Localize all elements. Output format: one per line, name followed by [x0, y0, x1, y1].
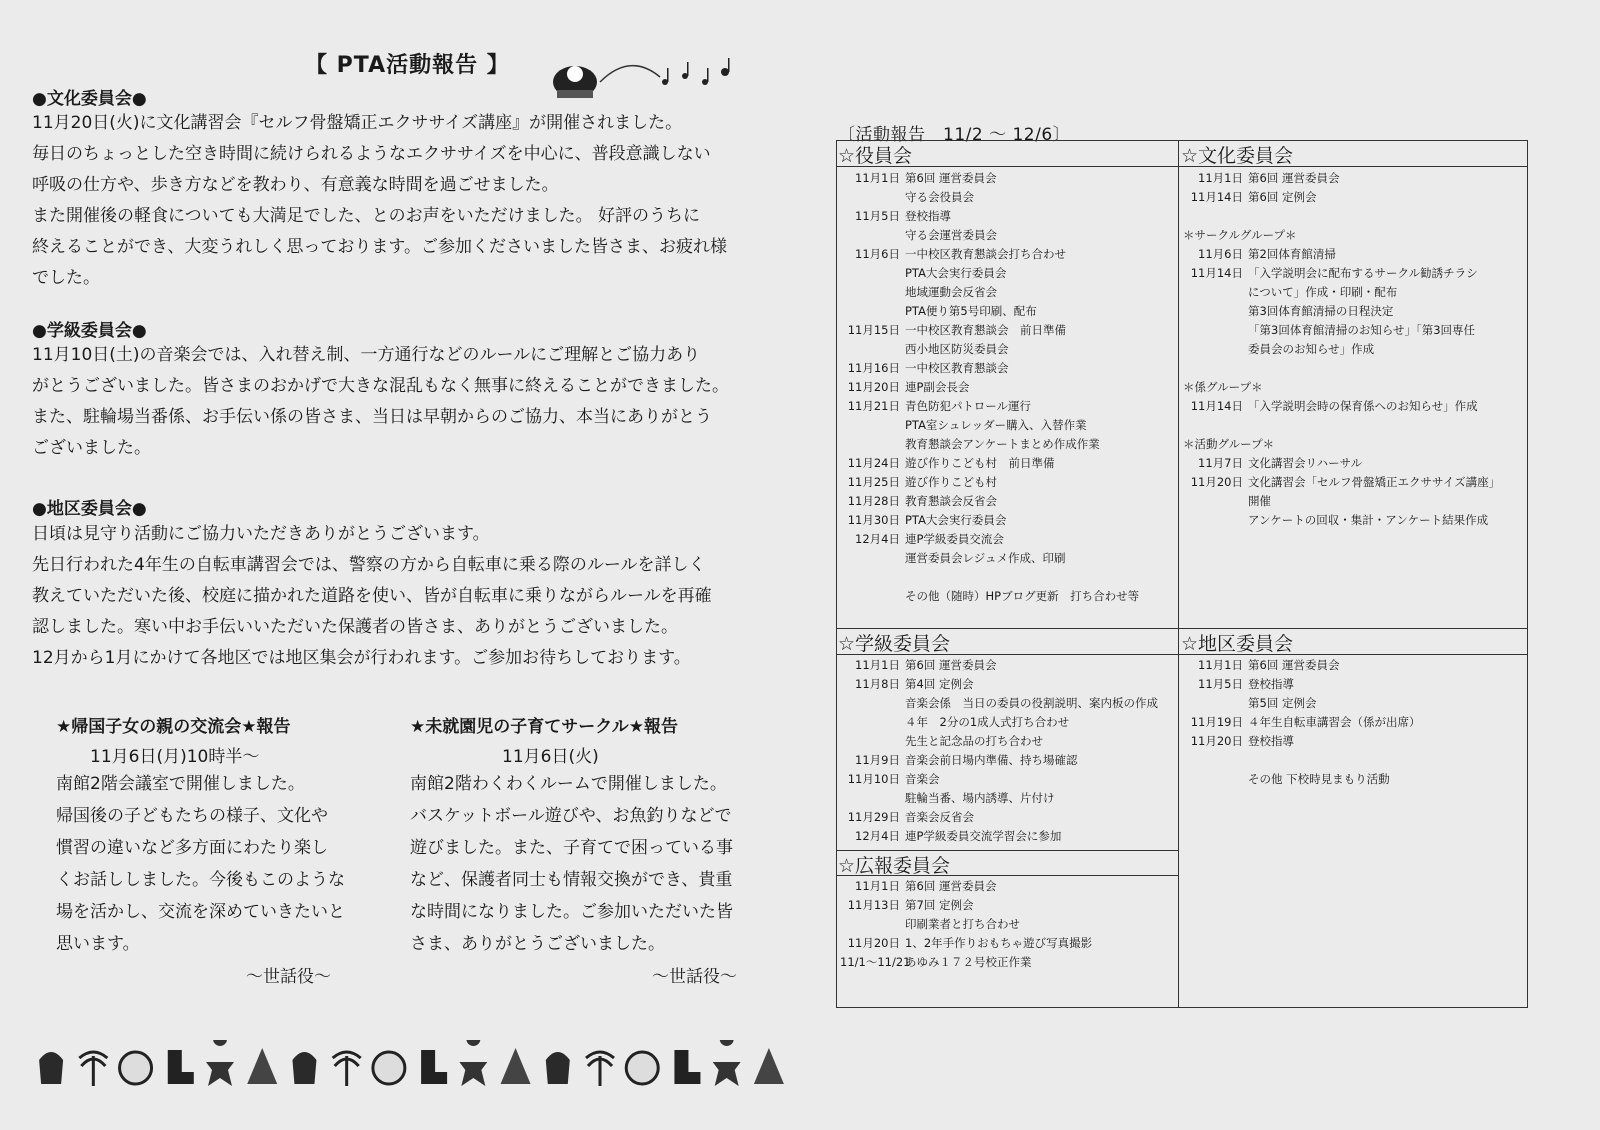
entry-text: 第6回 運営委員会: [1248, 658, 1340, 672]
santa-icon: [373, 1052, 405, 1084]
activity-entry: [1183, 227, 1302, 243]
entry-text: アンケートの回収・集計・アンケート結果作成: [1248, 513, 1489, 527]
activity-entry: [1183, 303, 1393, 319]
culture-committee-body: 11月20日(火)に文化講習会『セルフ骨盤矯正エクササイズ講座』が開催されました。 毎日のちょっとした空き時間に続けられるようなエクササイズを中心に、普段意識しない 呼吸の仕方や、歩き方などを教わり、有意義な時間を過ごせました。 また開催後の軽食についても大満足でした、とのお声をいただけました。 好評のうちに 終えることができ、大変うれしく思っております。ご参加くださいました皆さま、お疲れ様 でした。: [32, 113, 727, 288]
entry-date: 11月30日: [847, 513, 900, 527]
entry-text: 連P学級委員交流会: [905, 532, 1004, 546]
entry-date: 11月8日: [855, 677, 900, 691]
entry-text: 地域運動会反省会: [905, 285, 997, 299]
activity-entry: [1183, 657, 1339, 673]
activity-entry: [1183, 360, 1248, 374]
activity-entry: [840, 695, 1158, 711]
returnee-report-sign: ～世話役～: [246, 967, 331, 987]
entry-date: 11月1日: [855, 171, 900, 185]
activity-report-title: 〔活動報告 11/2 ～ 12/6〕: [838, 125, 1071, 145]
preschool-report-body: 南館2階わくわくルームで開催しました。 バスケットボール遊びや、お魚釣りなどで 遊びました。また、子育てで困っている事 など、保護者同士も情報交換ができ、貴重 な時間になりました。ご参加いただいた皆 さま、ありがとうございました。: [410, 774, 733, 954]
entry-text: 文化講習会「セルフ骨盤矯正エクササイズ講座」: [1248, 475, 1501, 489]
table-divider-vertical: [1178, 140, 1179, 1008]
entry-date: 11月20日: [1190, 734, 1243, 748]
culture-committee-heading: ●文化委員会●: [32, 89, 147, 109]
activity-entry: [1183, 341, 1374, 357]
returnee-report-title: ★帰国子女の親の交流会★報告: [56, 717, 291, 737]
gingerbread-icon: [713, 1040, 741, 1086]
entry-text: 運営委員会レジュメ作成、印刷: [905, 551, 1066, 565]
activity-entry: [1183, 436, 1279, 452]
palm-icon: [586, 1052, 614, 1086]
entry-text: 委員会のお知らせ」作成: [1248, 342, 1375, 356]
entry-text: その他 下校時見まもり活動: [1248, 772, 1390, 786]
activity-entry: [840, 916, 1020, 932]
activity-entry: [1183, 714, 1421, 730]
entry-text: 登校指導: [1248, 734, 1294, 748]
activity-entry: [1183, 265, 1478, 281]
activity-entry: [840, 398, 1031, 414]
entry-date: 12月4日: [855, 532, 900, 546]
yakuin-heading: ☆役員会: [838, 145, 913, 167]
entry-date: 11月10日: [847, 772, 900, 786]
entry-text: PTA便り第5号印刷、配布: [905, 304, 1037, 318]
entry-text: 教育懇談会反省会: [905, 494, 997, 508]
entry-date: 11月28日: [847, 494, 900, 508]
entry-text: 西小地区防災委員会: [905, 342, 1009, 356]
entry-text: ４年 2分の1成人式打ち合わせ: [905, 715, 1070, 729]
entry-date: ＊係グループ＊: [1183, 380, 1263, 394]
entry-text: 印刷業者と打ち合わせ: [905, 917, 1020, 931]
activity-entry: [840, 474, 997, 490]
entry-date: 11月7日: [1198, 456, 1243, 470]
bunka-heading: ☆文化委員会: [1181, 145, 1294, 167]
entry-text: 一中校区教育懇談会 前日準備: [905, 323, 1066, 337]
activity-entry: [840, 954, 1032, 970]
koho-heading: ☆広報委員会: [838, 855, 951, 877]
entry-date: 11月20日: [1190, 475, 1243, 489]
entry-text: 登校指導: [905, 209, 951, 223]
entry-text: 登校指導: [1248, 677, 1294, 691]
entry-text: 第4回 定例会: [905, 677, 974, 691]
entry-text: 第7回 定例会: [905, 898, 974, 912]
entry-date: 11月20日: [847, 380, 900, 394]
entry-text: 1、2年手作りおもちゃ遊び写真撮影: [905, 936, 1093, 950]
palm-icon: [333, 1052, 361, 1086]
activity-entry: [840, 588, 1139, 604]
reindeer-icon: [546, 1052, 570, 1084]
chiku-heading: ☆地区委員会: [1181, 633, 1294, 655]
santa-notes-decoration: [545, 52, 745, 104]
entry-date: 11月5日: [1198, 677, 1243, 691]
entry-text: ４年生自転車講習会（係が出席）: [1248, 715, 1421, 729]
santa-icon: [120, 1052, 152, 1084]
activity-entry: [1183, 246, 1336, 262]
entry-date: 11月29日: [847, 810, 900, 824]
activity-entry: [1183, 208, 1248, 222]
entry-text: 第2回体育館清掃: [1248, 247, 1336, 261]
returnee-report-body: 南館2階会議室で開催しました。 帰国後の子どもたちの様子、文化や 慣習の違いなど多方面にわたり楽し くお話ししました。今後もこのような 場を活かし、交流を深めていきたいと 思います。: [56, 774, 345, 954]
entry-text: 遊び作りこども村: [905, 475, 997, 489]
entry-text: 連P学級委員交流学習会に参加: [905, 829, 1062, 843]
activity-entry: [1183, 512, 1488, 528]
activity-entry: [1183, 379, 1268, 395]
entry-text: 第6回 運営委員会: [905, 658, 997, 672]
entry-date: 11月14日: [1190, 190, 1243, 204]
activity-entry: [840, 531, 1004, 547]
activity-entry: [840, 550, 1065, 566]
entry-date: 11月15日: [847, 323, 900, 337]
activity-entry: [840, 246, 1066, 262]
entry-text: 守る会運営委員会: [905, 228, 997, 242]
activity-entry: [840, 455, 1055, 471]
entry-text: 第6回 運営委員会: [1248, 171, 1340, 185]
activity-entry: [840, 828, 1061, 844]
entry-text: 音楽会: [905, 772, 940, 786]
preschool-report-sign: ～世話役～: [652, 967, 737, 987]
entry-text: 一中校区教育懇談会: [905, 361, 1009, 375]
entry-date: 11月5日: [855, 209, 900, 223]
entry-text: 先生と記念品の打ち合わせ: [905, 734, 1043, 748]
entry-text: PTA大会実行委員会: [905, 513, 1007, 527]
activity-entry: [1183, 284, 1397, 300]
gakkyu-heading: ☆学級委員会: [838, 633, 951, 655]
entry-text: 教育懇談会アンケートまとめ作成作業: [905, 437, 1100, 451]
entry-text: 第5回 定例会: [1248, 696, 1317, 710]
entry-date: 11月24日: [847, 456, 900, 470]
district-committee-body: 日頃は見守り活動にご協力いただきありがとうございます。 先日行われた4年生の自転車講習会では、警察の方から自転車に乗る際のルールを詳しく 教えていただいた後、校庭に描かれた道路を使い、皆が自転車に乗りながらルールを再確 認しました。寒い中お手伝いいただいた保護者の皆さま、ありがとうございました。 12月から1月にかけて各地区では地区集会が行われます。ご参加お待ちしております。: [32, 524, 712, 668]
entry-date: 11/1～11/21: [840, 955, 911, 969]
entry-date: 11月20日: [847, 936, 900, 950]
entry-date: 11月9日: [855, 753, 900, 767]
entry-text: について」作成・印刷・配布: [1248, 285, 1398, 299]
entry-date: ＊活動グループ＊: [1183, 437, 1275, 451]
preschool-report-title: ★未就園児の子育てサークル★報告: [410, 717, 678, 737]
activity-entry: [840, 265, 1006, 281]
activity-entry: [840, 360, 1009, 376]
activity-entry: [840, 771, 940, 787]
activity-entry: [840, 790, 1055, 806]
christmas-border: [30, 1040, 790, 1092]
activity-entry: [840, 303, 1037, 319]
activity-entry: [840, 227, 997, 243]
entry-text: 「第3回体育館清掃のお知らせ」「第3回専任: [1248, 323, 1476, 337]
tree-icon: [754, 1048, 784, 1084]
activity-entry: [840, 208, 951, 224]
activity-entry: [1183, 493, 1271, 509]
entry-text: 第3回体育館清掃の日程決定: [1248, 304, 1394, 318]
activity-entry: [840, 284, 997, 300]
entry-text: 遊び作りこども村 前日準備: [905, 456, 1055, 470]
music-notes-icon: [662, 58, 730, 85]
activity-entry: [840, 897, 973, 913]
entry-date: 12月4日: [855, 829, 900, 843]
activity-entry: [840, 935, 1092, 951]
activity-entry: [1183, 170, 1339, 186]
entry-text: 駐輪当番、場内誘導、片付け: [905, 791, 1055, 805]
activity-entry: [1183, 695, 1316, 711]
activity-entry: [840, 341, 1009, 357]
activity-entry: [840, 878, 996, 894]
gingerbread-icon: [459, 1040, 487, 1086]
entry-date: 11月1日: [1198, 658, 1243, 672]
entry-text: 青色防犯パトロール運行: [905, 399, 1032, 413]
entry-text: PTA室シュレッダー購入、入替作業: [905, 418, 1087, 432]
entry-text: 守る会役員会: [905, 190, 974, 204]
activity-entry: [840, 436, 1100, 452]
activity-entry: [840, 417, 1087, 433]
tree-icon: [501, 1048, 531, 1084]
entry-date: 11月6日: [1198, 247, 1243, 261]
preschool-report-date: 11月6日(火): [502, 747, 599, 767]
palm-icon: [79, 1052, 107, 1086]
activity-entry: [840, 657, 996, 673]
activity-entry: [840, 733, 1043, 749]
entry-date: 11月16日: [847, 361, 900, 375]
entry-text: 文化講習会リハーサル: [1248, 456, 1363, 470]
entry-text: 「入学説明会に配布するサークル勧誘チラシ: [1248, 266, 1478, 280]
activity-entry: [1183, 322, 1475, 338]
entry-text: 開催: [1248, 494, 1271, 508]
returnee-report-date: 11月6日(月)10時半～: [90, 747, 260, 767]
activity-entry: [1183, 733, 1294, 749]
activity-entry: [840, 676, 973, 692]
activity-entry: [1183, 676, 1294, 692]
reindeer-icon: [292, 1052, 316, 1084]
entry-text: 「入学説明会時の保育係へのお知らせ」作成: [1248, 399, 1478, 413]
entry-date: 11月1日: [855, 879, 900, 893]
class-committee-heading: ●学級委員会●: [32, 321, 147, 341]
entry-date: 11月14日: [1190, 399, 1243, 413]
activity-entry: [840, 493, 997, 509]
activity-entry: [840, 170, 996, 186]
tree-icon: [247, 1048, 277, 1084]
entry-date: 11月6日: [855, 247, 900, 261]
activity-entry: [840, 809, 974, 825]
santa-icon: [626, 1052, 658, 1084]
entry-date: 11月21日: [847, 399, 900, 413]
boot-icon: [168, 1050, 194, 1084]
entry-date: ＊サークルグループ＊: [1183, 228, 1297, 242]
class-committee-body: 11月10日(土)の音楽会では、入れ替え制、一方通行などのルールにご理解とご協力あり がとうございました。皆さまのおかげで大きな混乱もなく無事に終えることができました。 また、駐輪場当番係、お手伝い係の皆さま、当日は早朝からのご協力、本当にありがとう ございました。: [32, 345, 729, 458]
entry-text: 音楽会係 当日の委員の役割説明、案内板の作成: [905, 696, 1158, 710]
activity-entry: [1183, 398, 1478, 414]
entry-date: 11月14日: [1190, 266, 1243, 280]
activity-entry: [840, 714, 1069, 730]
entry-text: あゆみ１７２号校正作業: [905, 955, 1032, 969]
activity-entry: [840, 512, 1006, 528]
activity-entry: [840, 189, 974, 205]
boot-icon: [674, 1050, 700, 1084]
district-committee-heading: ●地区委員会●: [32, 499, 147, 519]
entry-date: 11月13日: [847, 898, 900, 912]
boot-icon: [421, 1050, 447, 1084]
activity-entry: [1183, 189, 1316, 205]
activity-entry: [1183, 771, 1390, 787]
activity-entry: [1183, 455, 1362, 471]
activity-entry: [840, 322, 1066, 338]
entry-text: 音楽会前日場内準備、持ち場確認: [905, 753, 1078, 767]
entry-date: 11月19日: [1190, 715, 1243, 729]
gingerbread-icon: [206, 1040, 234, 1086]
reindeer-icon: [39, 1052, 63, 1084]
entry-date: 11月25日: [847, 475, 900, 489]
activity-entry: [1183, 752, 1248, 766]
entry-text: 一中校区教育懇談会打ち合わせ: [905, 247, 1066, 261]
entry-text: その他（随時）HPブログ更新 打ち合わせ等: [905, 589, 1140, 603]
activity-entry: [840, 752, 1078, 768]
entry-text: 第6回 運営委員会: [905, 171, 997, 185]
page-title: 【 PTA活動報告 】: [305, 53, 510, 78]
entry-date: 11月1日: [855, 658, 900, 672]
activity-entry: [840, 569, 905, 583]
entry-text: 第6回 運営委員会: [905, 879, 997, 893]
santa-icon: [553, 66, 597, 98]
entry-text: 連P副会長会: [905, 380, 970, 394]
entry-date: 11月1日: [1198, 171, 1243, 185]
activity-entry: [1183, 474, 1500, 490]
entry-text: PTA大会実行委員会: [905, 266, 1007, 280]
activity-entry: [1183, 417, 1248, 431]
entry-text: 第6回 定例会: [1248, 190, 1317, 204]
activity-entry: [840, 379, 969, 395]
entry-text: 音楽会反省会: [905, 810, 974, 824]
